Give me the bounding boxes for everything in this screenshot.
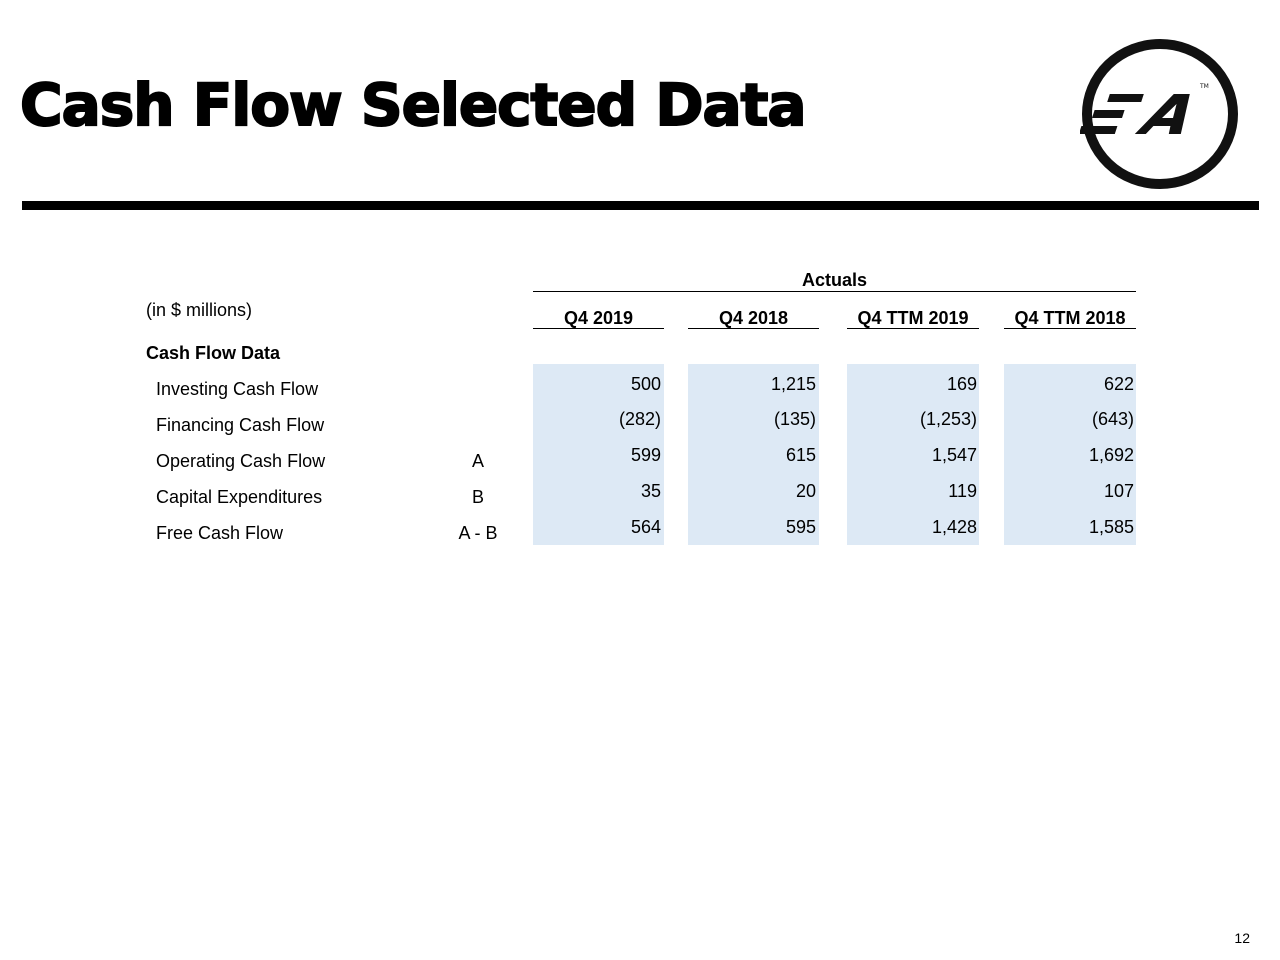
title-rule <box>22 201 1259 210</box>
svg-text:TM: TM <box>1200 83 1209 90</box>
table-cell: 1,215 <box>770 374 816 394</box>
table-cell: (135) <box>773 409 816 429</box>
table-cell: 1,585 <box>1088 517 1134 537</box>
row-label: Investing Cash Flow <box>156 379 319 399</box>
table-cell: 107 <box>1103 481 1134 501</box>
table-cell: 500 <box>630 374 661 394</box>
table-cell: 1,692 <box>1088 445 1134 465</box>
table-cell: 564 <box>630 517 661 537</box>
row-label: Free Cash Flow <box>156 523 284 543</box>
table-cell: 1,547 <box>931 445 977 465</box>
table-cell: 599 <box>630 445 661 465</box>
ea-logo-icon <box>1080 38 1240 190</box>
actuals-header: Actuals <box>801 270 868 290</box>
section-heading: Cash Flow Data <box>146 343 281 363</box>
table-cell: 169 <box>946 374 977 394</box>
table-cell: 595 <box>785 517 816 537</box>
table-cell: 615 <box>785 445 816 465</box>
units-label: (in $ millions) <box>146 300 253 320</box>
column-header: Q4 2019 <box>533 308 664 329</box>
column-header: Q4 2018 <box>688 308 819 329</box>
table-cell: 20 <box>795 481 816 501</box>
column-header: Q4 TTM 2019 <box>847 308 979 329</box>
table-cell: (1,253) <box>919 409 977 429</box>
row-code: B <box>471 487 484 507</box>
actuals-underline <box>533 291 1136 292</box>
table-cell: 35 <box>640 481 661 501</box>
row-code: A <box>471 451 484 471</box>
row-label: Financing Cash Flow <box>156 415 325 435</box>
table-cell: 119 <box>948 481 977 501</box>
row-label: Capital Expenditures <box>156 487 323 507</box>
row-label: Operating Cash Flow <box>156 451 326 471</box>
page-title: Cash Flow Selected Data <box>20 71 806 139</box>
table-cell: (282) <box>618 409 661 429</box>
row-code: A - B <box>458 523 498 543</box>
column-header: Q4 TTM 2018 <box>1004 308 1136 329</box>
table-cell: (643) <box>1091 409 1134 429</box>
table-cell: 1,428 <box>931 517 977 537</box>
table-cell: 622 <box>1103 374 1134 394</box>
page-number: 12 <box>1234 930 1250 946</box>
